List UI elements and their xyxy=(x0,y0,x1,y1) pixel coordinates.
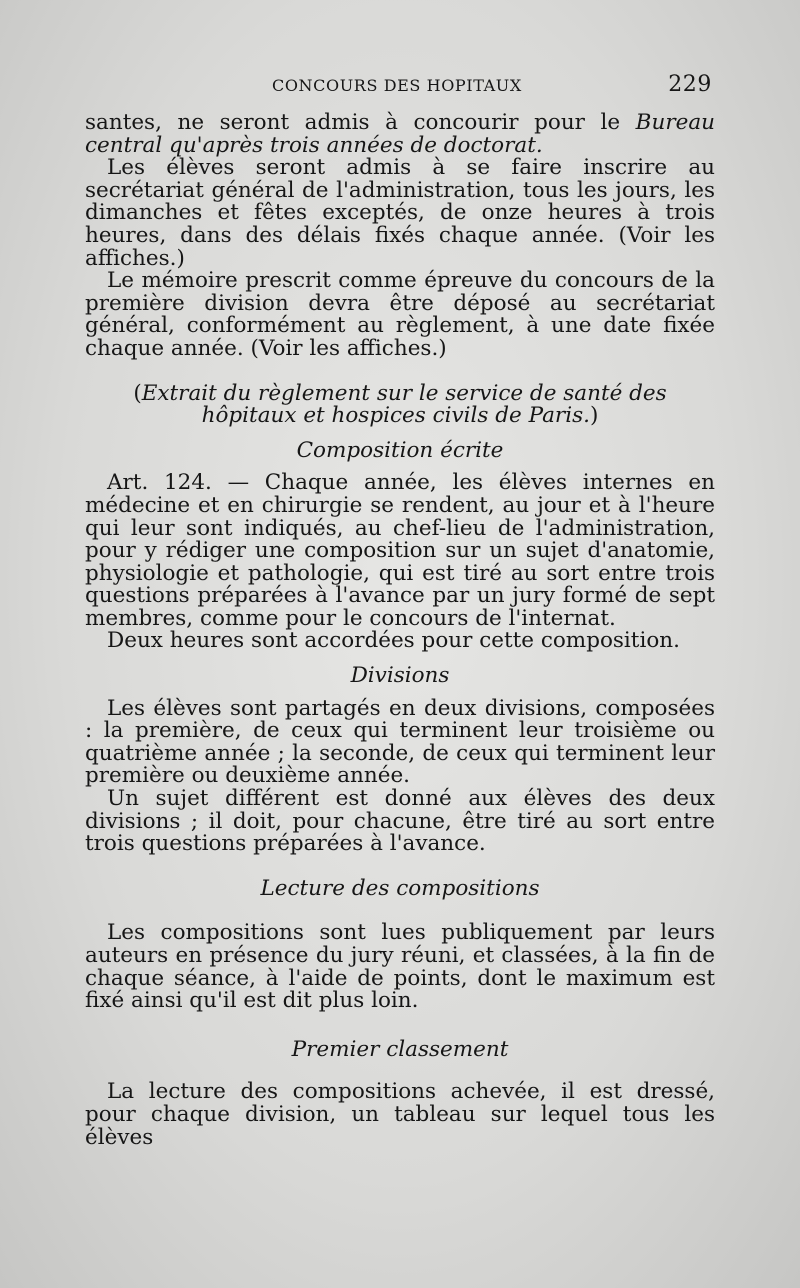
heading-lecture-des-compositions: Lecture des compositions xyxy=(260,875,540,901)
heading-composition-ecrite: Composition écrite xyxy=(296,437,504,463)
page-header xyxy=(272,72,712,98)
paragraph-4: Art. 124. — Chaque année, les élèves internes en médecine et en chirurgie se rendent, au jour et à l'heure qui leur sont indiqués, au chef-lieu de l'administration, pour y rédiger une composition sur un sujet d'anatomie, physiologie et pathologie, qui est tiré au sort entre trois questions préparées à l'avance par un jury formé de sept membres, comme pour le concours de l'internat. xyxy=(85,470,715,631)
heading-divisions: Divisions xyxy=(350,663,450,689)
paragraph-1-italic: Bureau central qu'après trois années de doctorat. xyxy=(85,110,715,158)
source-citation xyxy=(85,380,715,429)
paragraph-9: La lecture des compositions achevée, il est dressé, pour chaque division, un tableau sur lequel tous les élèves xyxy=(85,1079,715,1150)
page-number: 229 xyxy=(668,72,712,97)
paragraph-1 xyxy=(85,112,715,157)
paragraph-1-text: santes, ne seront admis à concourir pour le xyxy=(85,110,636,135)
heading-premier-classement: Premier classement xyxy=(291,1036,509,1062)
paragraph-3: Le mémoire prescrit comme épreuve du concours de la première division devra être déposé au secrétariat général, conformément au règlement, à une date fixée chaque année. (Voir les affiches.) xyxy=(85,268,715,361)
source-citation-text: Extrait du règlement sur le service de santé des hôpitaux et hospices civils de Paris. xyxy=(141,380,667,429)
source-close-paren: ) xyxy=(589,403,599,429)
source-open-paren: ( xyxy=(133,380,142,406)
paragraph-7: Un sujet différent est donné aux élèves des deux divisions ; il doit, pour chacune, être tiré au sort entre trois questions préparées à l'avance. xyxy=(85,786,715,857)
running-head: CONCOURS DES HOPITAUX xyxy=(272,76,522,95)
page-body xyxy=(85,112,715,1149)
paragraph-6: Les élèves sont partagés en deux divisions, composées : la première, de ceux qui terminent leur troisième ou quatrième année ; la seconde, de ceux qui terminent leur première ou deuxième année. xyxy=(85,695,715,789)
paragraph-2: Les élèves seront admis à se faire inscrire au secrétariat général de l'administration, tous les jours, les dimanches et fêtes exceptés, de onze heures à trois heures, dans des délais fixés chaque année. (Voir les affiches.) xyxy=(85,155,715,271)
paragraph-5: Deux heures sont accordées pour cette composition. xyxy=(107,628,680,654)
paragraph-8: Les compositions sont lues publiquement par leurs auteurs en présence du jury réuni, et classées, à la fin de chaque séance, à l'aide de points, dont le maximum est fixé ainsi qu'il est dit plus loin. xyxy=(85,920,715,1014)
